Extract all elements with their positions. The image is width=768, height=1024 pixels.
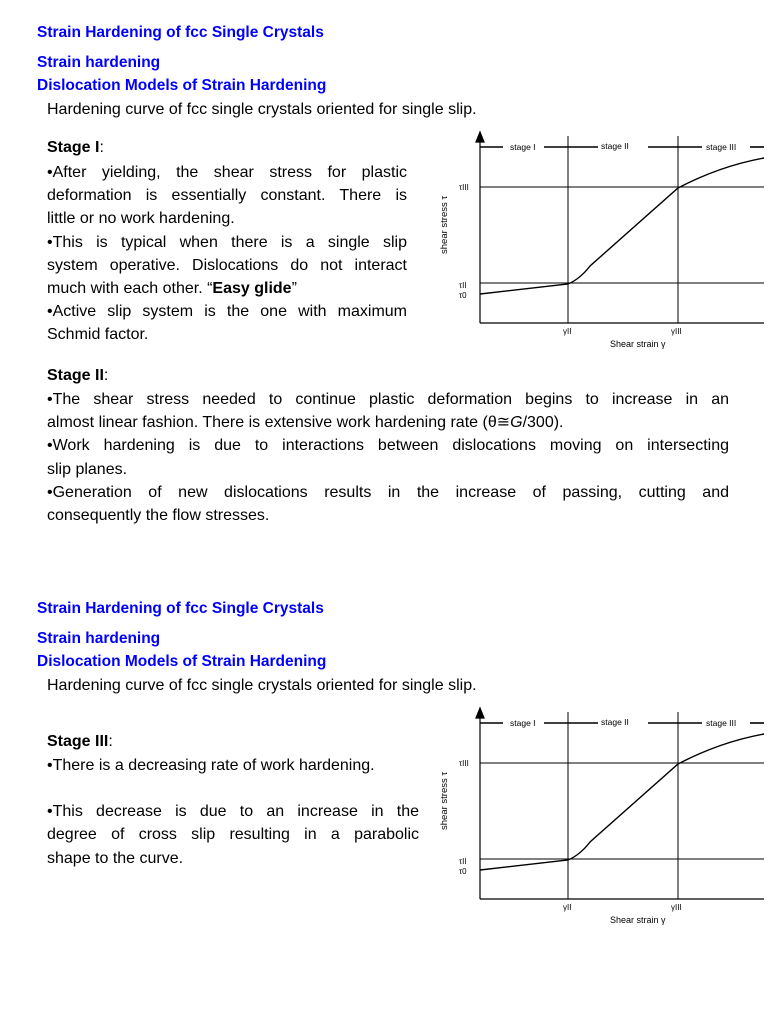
y-axis-label: shear stress τ: [439, 195, 450, 254]
hardening-curve-figure-1: [430, 126, 768, 358]
heading-title: Strain Hardening of fcc Single Crystals: [37, 24, 324, 41]
easy-glide-line: much with each other. “Easy glide”: [47, 280, 297, 298]
gamma-II-label: γII: [563, 327, 572, 336]
x-axis-label-2: Shear strain γ: [610, 915, 666, 925]
heading-topic-2: Dislocation Models of Strain Hardening: [37, 653, 327, 670]
y-axis-arrow: [476, 132, 484, 142]
tau-III-label: τIII: [459, 183, 469, 192]
stage-II-label-2: stage II: [601, 717, 629, 727]
y-axis-label-2: shear stress τ: [439, 771, 450, 830]
hardening-curve-svg-2: [430, 702, 768, 934]
tau-0-label-2: τ0: [459, 867, 467, 876]
tau-II-label: τII: [459, 281, 467, 290]
stage1-title: Stage I:: [47, 139, 104, 156]
stage-I-label-2: stage I: [510, 718, 536, 728]
stage1-text: •After yielding, the shear stress for plastic deformation is essentially constant. There is little or no work hardening. •This is typical when there is a single slip system operative. Dislocations do not interact much with each other. “Easy glide” •Active slip system is the one with maximum Schmid factor.: [47, 164, 407, 344]
heading-subtitle: Strain hardening: [37, 54, 161, 71]
intro-text-2: Hardening curve of fcc single crystals oriented for single slip.: [47, 677, 477, 694]
hardening-curve-svg: [430, 126, 768, 358]
tau-III-label-2: τIII: [459, 759, 469, 768]
stage-II-label: stage II: [601, 141, 629, 151]
intro-text: Hardening curve of fcc single crystals oriented for single slip.: [47, 101, 477, 118]
stage3-title: Stage III:: [47, 733, 113, 750]
gamma-III-label-2: γIII: [671, 903, 682, 912]
stage-III-label: stage III: [706, 142, 737, 152]
tau-0-label: τ0: [459, 291, 467, 300]
x-axis-label: Shear strain γ: [610, 339, 666, 349]
hardening-curve-figure-2: [430, 702, 768, 934]
stage-I-label: stage I: [510, 142, 536, 152]
stage3-text: •There is a decreasing rate of work hardening. •This decrease is due to an increase in the degree of cross slip resulting in a parabolic shape to the curve.: [47, 757, 419, 867]
easy-glide-term: Easy glide: [212, 280, 292, 298]
heading-subtitle-2: Strain hardening: [37, 630, 161, 647]
gamma-III-label: γIII: [671, 327, 682, 336]
heading-title-2: Strain Hardening of fcc Single Crystals: [37, 600, 324, 617]
stage2-text: •The shear stress needed to continue plastic deformation begins to increase in an almost linear fashion. There is extensive work hardening rate (θ≅G/300). •Work hardening is due to interactions between dislocations moving on intersecting slip planes. •Generation of new dislocations results in the increase of passing, cutting and consequently the flow stresses.: [47, 391, 729, 525]
gamma-II-label-2: γII: [563, 903, 572, 912]
tau-II-label-2: τII: [459, 857, 467, 866]
stage2-title: Stage II:: [47, 367, 109, 384]
hardening-curve: [480, 158, 764, 294]
stage-III-label-2: stage III: [706, 718, 737, 728]
heading-topic: Dislocation Models of Strain Hardening: [37, 77, 327, 94]
